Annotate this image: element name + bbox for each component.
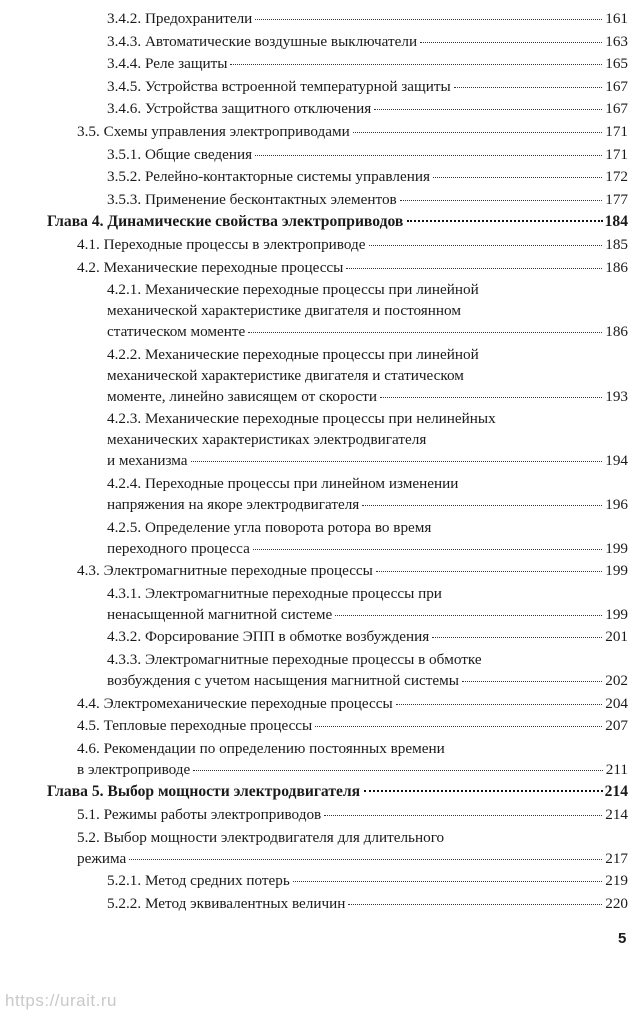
toc-entry-title-line: Глава 5. Выбор мощности электродвигателя <box>47 783 361 801</box>
toc-entry-title-line: 4.3.1. Электромагнитные переходные процессы при <box>107 584 442 602</box>
watermark-url: https://urait.ru <box>5 991 117 1010</box>
dot-leader <box>324 815 602 816</box>
toc-entry-leader-line <box>77 693 628 714</box>
toc-entry-page-number: 165 <box>605 55 628 73</box>
dot-leader <box>376 571 602 572</box>
toc-entry-title-line: 5.1. Режимы работы электроприводов <box>77 806 322 823</box>
toc-entry-title-line: 4.2.4. Переходные процессы при линейном изменении <box>107 475 459 492</box>
toc-entry-page-number: 207 <box>605 717 628 735</box>
toc-entry-leader-line <box>77 804 628 825</box>
toc-entry-leader-line <box>107 604 628 625</box>
toc-entry-page-number: 194 <box>605 452 628 470</box>
dot-leader <box>230 64 602 65</box>
toc-entry <box>107 53 628 74</box>
toc-entry <box>107 344 628 407</box>
dot-leader <box>369 245 603 246</box>
toc-entry-leader-line <box>107 670 628 691</box>
toc-entry-title-line: 4.3.2. Форсирование ЭПП в обмотке возбуждения <box>107 628 430 646</box>
toc-entry-leader-line <box>77 234 628 255</box>
toc-entry <box>107 76 628 97</box>
toc-entry-title-line: 4.2. Механические переходные процессы <box>77 258 344 276</box>
dot-leader <box>454 87 603 88</box>
toc-entry <box>107 279 628 342</box>
dot-leader <box>353 132 603 133</box>
toc-entry <box>107 893 628 914</box>
toc-entry-leader-line <box>107 538 628 559</box>
toc-entry-title-line: 4.1. Переходные процессы в электроприводе <box>77 236 366 253</box>
toc-entry-title-line: 3.5.1. Общие сведения <box>107 145 253 163</box>
toc-entry-page-number: 214 <box>605 806 628 823</box>
toc-entry-page-number: 163 <box>605 32 628 50</box>
dot-leader <box>315 726 602 727</box>
toc-entry-page-number: 185 <box>605 236 628 253</box>
toc-entry-page-number: 167 <box>605 77 628 95</box>
toc-entry-title-line: Глава 4. Динамические свойства электроприводов <box>47 213 404 231</box>
toc-entry-title-line: 3.5.3. Применение бесконтактных элементов <box>107 190 397 208</box>
dot-leader <box>462 681 602 682</box>
toc-entry-title-line: переходного процесса <box>107 539 250 557</box>
toc-entry <box>107 166 628 187</box>
toc-entry <box>107 144 628 165</box>
toc-entry-title-line: и механизма <box>107 452 188 470</box>
toc-entry-title-line: ненасыщенной магнитной системе <box>107 605 333 623</box>
toc-entry-title-line: 4.2.5. Определение угла поворота ротора во время <box>107 518 432 536</box>
toc-entry-leader-line <box>47 211 628 232</box>
toc-entry-title-line: 3.4.4. Реле защиты <box>107 55 228 73</box>
dot-leader <box>255 19 602 20</box>
dot-leader <box>364 790 603 792</box>
toc-entry-leader-line <box>107 8 628 29</box>
toc-entry-title-line: 4.2.2. Механические переходные процессы при линейной <box>107 345 479 363</box>
toc-entry <box>107 626 628 647</box>
toc-entry-title-line: 3.5.2. Релейно-контакторные системы управления <box>107 168 430 186</box>
toc-entry-title-line: механической характеристике двигателя и статическом <box>107 366 464 384</box>
toc-entry-page-number: 199 <box>605 605 628 623</box>
toc-entry-title-line: 4.3. Электромагнитные переходные процессы <box>77 562 373 580</box>
toc-entry-leader-line <box>107 321 628 342</box>
dot-leader <box>255 155 602 156</box>
dot-leader <box>380 397 602 398</box>
toc-entry-title-line: механической характеристике двигателя и постоянном <box>107 302 461 320</box>
toc-entry <box>77 234 628 255</box>
toc-entry-leader-line <box>107 166 628 187</box>
toc-entry <box>107 473 628 515</box>
toc-entry-title-line: 3.5. Схемы управления электроприводами <box>77 123 350 140</box>
toc-entry-page-number: 186 <box>605 323 628 341</box>
dot-leader <box>248 332 602 333</box>
toc-entry-leader-line <box>77 560 628 581</box>
toc-entry-leader-line <box>107 494 628 515</box>
toc-entry-page-number: 201 <box>605 628 628 646</box>
toc-entry-title-line: в электроприводе <box>77 760 191 778</box>
dot-leader <box>400 200 602 201</box>
toc-chapter-entry <box>47 211 628 232</box>
toc-entry-page-number: 186 <box>605 258 628 276</box>
toc-entry <box>77 804 628 825</box>
toc-entry-leader-line <box>107 53 628 74</box>
dot-leader <box>293 881 602 882</box>
toc-entry <box>77 560 628 581</box>
toc-entry-leader-line <box>77 759 628 780</box>
toc-entry <box>77 693 628 714</box>
dot-leader <box>362 505 602 506</box>
dot-leader <box>253 549 602 550</box>
toc-entry-title-line: 4.2.3. Механические переходные процессы при нелинейных <box>107 410 496 428</box>
dot-leader <box>346 268 602 269</box>
dot-leader <box>420 42 602 43</box>
toc-entry-title-line: 4.5. Тепловые переходные процессы <box>77 717 313 735</box>
toc-entry-leader-line <box>107 870 628 891</box>
toc-entry-title-line: 4.4. Электромеханические переходные процессы <box>77 694 393 712</box>
toc-entry-page-number: 219 <box>605 872 628 890</box>
toc-entry-title-line: режима <box>77 849 127 867</box>
toc-entry-leader-line <box>77 715 628 736</box>
dot-leader <box>433 177 602 178</box>
toc-entry <box>77 715 628 736</box>
toc-entry <box>77 738 628 780</box>
toc-entry-page-number: 220 <box>605 894 628 912</box>
toc-entry-leader-line <box>107 189 628 210</box>
toc-entry-page-number: 217 <box>605 849 628 867</box>
toc-chapter-entry <box>47 781 628 802</box>
toc-entry-leader-line <box>77 848 628 869</box>
toc-entry-leader-line <box>107 450 628 471</box>
toc-entry-leader-line <box>107 31 628 52</box>
toc-entry-title-line: напряжения на якоре электродвигателя <box>107 496 360 513</box>
toc-entry-title-line: 5.2.1. Метод средних потерь <box>107 872 290 890</box>
toc-entry-page-number: 196 <box>605 496 628 513</box>
toc-entry-page-number: 204 <box>605 694 628 712</box>
toc-entry-page-number: 177 <box>605 190 628 208</box>
toc-entry-title-line: 4.6. Рекомендации по определению постоянных времени <box>77 739 445 757</box>
toc-entry-leader-line <box>107 626 628 647</box>
toc-entry-page-number: 161 <box>605 10 628 27</box>
toc-entry-page-number: 199 <box>605 562 628 580</box>
toc-entry-title-line: статическом моменте <box>107 323 246 341</box>
dot-leader <box>335 615 602 616</box>
toc-entry <box>107 98 628 119</box>
toc-entry-title-line: моменте, линейно зависящем от скорости <box>107 387 378 405</box>
toc-entry-title-line: 3.4.6. Устройства защитного отключения <box>107 100 372 118</box>
toc-entry-leader-line <box>107 144 628 165</box>
toc-entry-page-number: 193 <box>605 387 628 405</box>
toc-entry-title-line: возбуждения с учетом насыщения магнитной системы <box>107 672 459 689</box>
toc-entry <box>77 827 628 869</box>
toc-entry-leader-line <box>107 76 628 97</box>
toc-entry-page-number: 202 <box>605 672 628 689</box>
toc-entry <box>107 517 628 559</box>
toc-entry-title-line: 3.4.3. Автоматические воздушные выключатели <box>107 32 418 50</box>
toc-entry-title-line: 3.4.5. Устройства встроенной температурной защиты <box>107 77 451 95</box>
toc-entry-page-number: 211 <box>605 760 628 778</box>
dot-leader <box>407 220 602 222</box>
dot-leader <box>348 904 602 905</box>
page-number: 5 <box>618 930 627 947</box>
toc-entry-title-line: 4.2.1. Механические переходные процессы при линейной <box>107 281 479 299</box>
toc-entry-leader-line <box>77 257 628 278</box>
toc-entry-leader-line <box>107 98 628 119</box>
dot-leader <box>193 770 603 771</box>
toc-entry <box>77 257 628 278</box>
toc-entry <box>107 870 628 891</box>
toc-entry <box>107 408 628 471</box>
toc-entry-page-number: 184 <box>604 213 628 231</box>
toc-entry-title-line: 3.4.2. Предохранители <box>107 10 253 27</box>
toc-entry-page-number: 214 <box>604 783 628 801</box>
toc-entry-title-line: механических характеристиках электродвигателя <box>107 431 427 449</box>
toc-entry-page-number: 167 <box>605 100 628 118</box>
toc-entry-leader-line <box>107 893 628 914</box>
toc-entry-leader-line <box>47 781 628 802</box>
toc-entry-leader-line <box>77 121 628 142</box>
toc-entry-leader-line <box>107 386 628 407</box>
toc-entry-page-number: 171 <box>605 123 628 140</box>
toc-entry <box>107 31 628 52</box>
toc-entry <box>77 121 628 142</box>
dot-leader <box>432 637 602 638</box>
dot-leader <box>374 109 602 110</box>
toc-entry <box>107 8 628 29</box>
toc-entry <box>107 583 628 625</box>
toc-entry <box>107 189 628 210</box>
dot-leader <box>129 859 602 860</box>
toc-entry-title-line: 5.2.2. Метод эквивалентных величин <box>107 894 346 912</box>
dot-leader <box>191 461 603 462</box>
toc-entry-page-number: 172 <box>605 168 628 186</box>
toc-entry-page-number: 171 <box>605 145 628 163</box>
toc-entry-title-line: 5.2. Выбор мощности электродвигателя для длительного <box>77 828 445 846</box>
toc-entry-title-line: 4.3.3. Электромагнитные переходные процессы в обмотке <box>107 651 482 668</box>
toc-entry-page-number: 199 <box>605 539 628 557</box>
toc-entry <box>107 649 628 691</box>
dot-leader <box>396 704 602 705</box>
